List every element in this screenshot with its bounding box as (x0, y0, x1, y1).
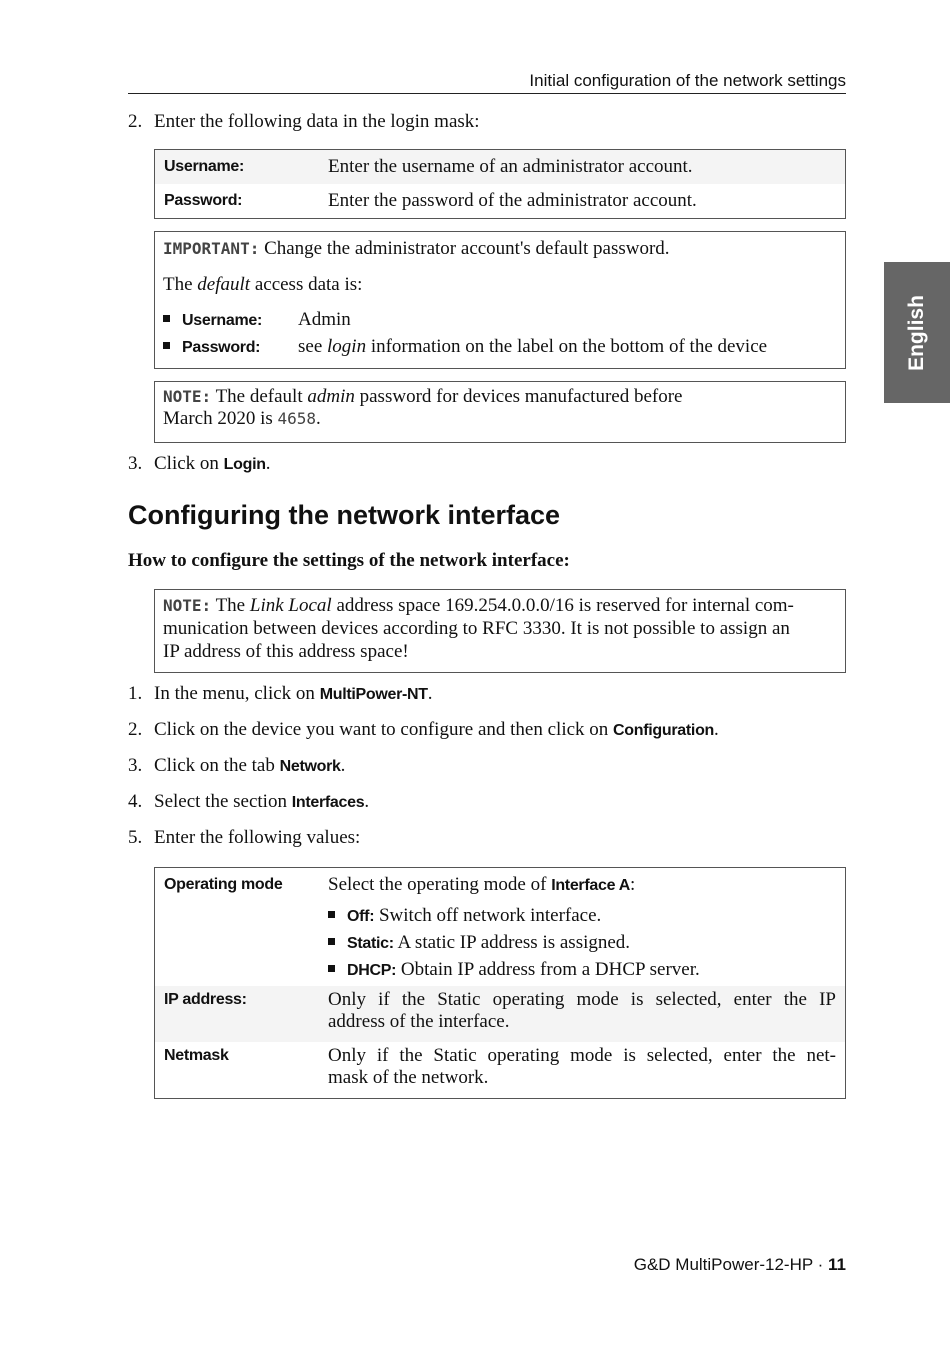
operating-mode-options (328, 903, 845, 984)
option-keyword: Off: (347, 908, 375, 925)
table-row (155, 184, 845, 218)
text: see (298, 336, 328, 357)
step-number: 3. (128, 453, 143, 474)
password-label: Password: (164, 192, 243, 209)
bullet-icon (328, 938, 335, 945)
text: Click on the tab (154, 755, 280, 776)
login-step-3 (128, 453, 270, 475)
step-text (154, 791, 369, 813)
text: address space 169.254.0.0.0/16 is reserved for internal com- (331, 595, 794, 616)
list-item (328, 930, 845, 957)
note-line: IP address of this address space! (163, 641, 409, 662)
note-tag: NOTE: (163, 387, 212, 406)
important-line (163, 236, 837, 262)
menu-keyword: MultiPower-NT (319, 686, 428, 703)
text: access data is: (250, 274, 363, 295)
step-number: 5. (128, 827, 143, 848)
bullet-icon (328, 911, 335, 918)
step-text (154, 453, 270, 475)
list-item (328, 903, 845, 930)
note-line (163, 408, 837, 430)
text: In the menu, click on (154, 683, 320, 704)
text: A static IP address is assigned. (393, 932, 631, 953)
step-text: Enter the following data in the login mask: (154, 111, 480, 132)
username-label: Username: (164, 158, 245, 175)
text: Select the operating mode of (328, 874, 552, 895)
login-step-2 (128, 111, 480, 133)
emphasis: Link Local (249, 595, 332, 616)
text: Select the section (154, 791, 292, 812)
step-number: 2. (128, 111, 143, 132)
footer-product: G&D MultiPower-12-HP · (633, 1255, 829, 1274)
text: : (630, 874, 636, 895)
default-password-code: 4658 (277, 409, 317, 428)
step-number: 3. (128, 755, 143, 776)
text: Only if the Static operating mode is selected, enter the IP (328, 989, 836, 1010)
option-keyword: DHCP: (347, 962, 397, 979)
text: . (427, 683, 433, 704)
interface-keyword: Interface A (551, 877, 630, 894)
password-description: Enter the password of the administrator account. (328, 190, 697, 211)
table-row (155, 1042, 845, 1098)
text: Only if the Static operating mode is selected, enter the net- (328, 1045, 836, 1066)
important-text: Change the administrator account's default password. (259, 238, 670, 259)
text: mask of the network. (328, 1067, 489, 1088)
table-row (155, 986, 845, 1042)
default-username-value: Admin (298, 309, 351, 330)
header-rule (128, 93, 846, 94)
username-description: Enter the username of an administrator account. (328, 156, 693, 177)
step-text (154, 755, 345, 777)
operating-mode-label: Operating mode (164, 876, 283, 893)
config-step-2 (128, 719, 719, 741)
config-step-3 (128, 755, 345, 777)
netmask-label: Netmask (164, 1047, 229, 1064)
text: Click on (154, 453, 224, 474)
bullet-icon (163, 315, 170, 322)
config-step-4 (128, 791, 369, 813)
text: . (265, 453, 271, 474)
text: information on the label on the bottom of the device (366, 336, 768, 357)
step-number: 4. (128, 791, 143, 812)
table-row (155, 150, 845, 184)
text: The default (211, 386, 308, 407)
text: address of the interface. (328, 1011, 510, 1032)
values-table (154, 867, 846, 1099)
important-box (154, 231, 846, 369)
step-text (154, 719, 719, 741)
default-access-line (163, 272, 837, 298)
note-box-default-password (154, 381, 846, 443)
config-step-5 (128, 827, 360, 849)
text: Switch off network interface. (374, 905, 602, 926)
bullet-icon (328, 965, 335, 972)
text: The (163, 274, 198, 295)
text: March 2020 is (163, 408, 278, 429)
text: password for devices manufactured before (354, 386, 683, 407)
default-access-list (163, 307, 837, 361)
operating-mode-description (328, 872, 845, 986)
default-password-value (298, 334, 767, 360)
note-line (163, 386, 837, 408)
default-username-label: Username: (182, 312, 263, 329)
bullet-icon (163, 342, 170, 349)
list-item (163, 307, 837, 334)
text: . (714, 719, 719, 740)
step-text: Enter the following values: (154, 827, 361, 848)
step-number: 2. (128, 719, 143, 740)
menu-keyword: Configuration (613, 722, 715, 739)
menu-keyword: Interfaces (291, 794, 365, 811)
netmask-description (328, 1045, 845, 1098)
login-table (154, 149, 846, 219)
note-line: munication between devices according to RFC 3330. It is not possible to assign an (163, 618, 790, 639)
list-item (163, 334, 837, 361)
text: . (316, 408, 321, 429)
emphasis: admin (307, 386, 355, 407)
important-tag: IMPORTANT: (163, 239, 260, 258)
note-box-link-local (154, 589, 846, 673)
note-tag: NOTE: (163, 596, 212, 615)
menu-keyword: Network (279, 758, 341, 775)
section-subhead: How to configure the settings of the network interface: (128, 550, 570, 571)
step-number: 1. (128, 683, 143, 704)
running-header: Initial configuration of the network settings (529, 71, 846, 90)
login-keyword: Login (223, 456, 266, 473)
language-tab-label: English (905, 294, 928, 371)
page-number: 11 (828, 1255, 846, 1274)
ip-address-description (328, 989, 845, 1042)
note-line (163, 594, 837, 617)
config-step-1 (128, 683, 433, 705)
text: . (364, 791, 370, 812)
text: Click on the device you want to configure and then click on (154, 719, 614, 740)
default-password-label: Password: (182, 339, 261, 356)
page-footer (634, 1255, 846, 1275)
table-row (155, 868, 845, 986)
text: The (211, 595, 250, 616)
step-text (154, 683, 433, 705)
option-keyword: Static: (347, 935, 394, 952)
emphasis: default (197, 274, 251, 295)
ip-address-label: IP address: (164, 991, 247, 1008)
text: Obtain IP address from a DHCP server. (396, 959, 700, 980)
language-tab (884, 262, 950, 403)
emphasis: login (327, 336, 367, 357)
list-item (328, 957, 845, 984)
operating-mode-intro (328, 872, 845, 899)
text: . (340, 755, 346, 776)
section-title: Configuring the network interface (128, 500, 561, 530)
